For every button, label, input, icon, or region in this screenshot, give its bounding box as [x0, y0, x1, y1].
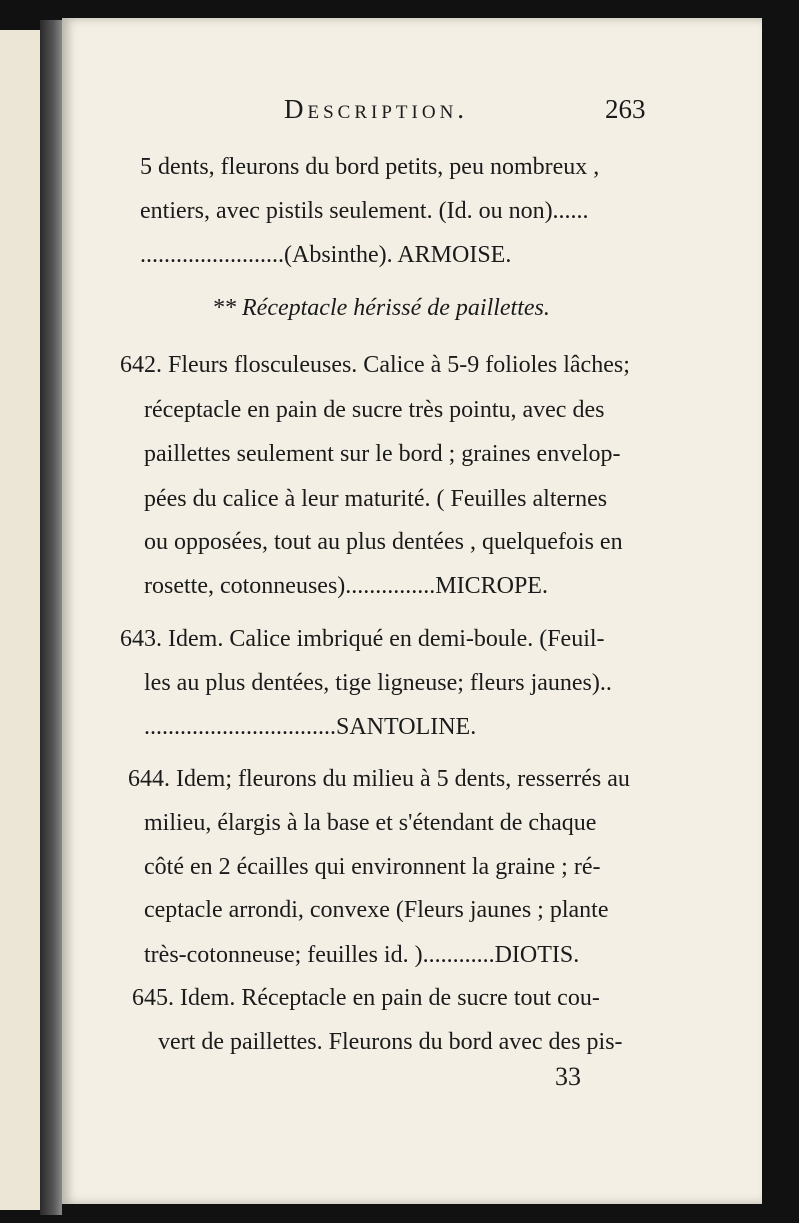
text-line: milieu, élargis à la base et s'étendant de chaque — [144, 810, 597, 836]
text-line: 645. Idem. Réceptacle en pain de sucre tout cou- — [132, 985, 600, 1011]
book-page — [62, 18, 762, 1204]
signature-mark: 33 — [555, 1062, 581, 1091]
text-line: côté en 2 écailles qui environnent la graine ; ré- — [144, 854, 601, 880]
text-line: ................................SANTOLINE. — [144, 714, 477, 740]
text-line: ou opposées, tout au plus dentées , quelquefois en — [144, 529, 623, 555]
text-line: ........................(Absinthe). ARMOISE. — [140, 242, 512, 268]
text-line: 643. Idem. Calice imbriqué en demi-boule. (Feuil- — [120, 626, 605, 652]
text-line: très-cotonneuse; feuilles id. )............DIOTIS. — [144, 942, 580, 968]
page-number: 263 — [605, 94, 646, 124]
text-line: entiers, avec pistils seulement. (Id. ou non)...... — [140, 198, 589, 224]
text-line: 644. Idem; fleurons du milieu à 5 dents, resserrés au — [128, 766, 630, 792]
text-line: ceptacle arrondi, convexe (Fleurs jaunes ; plante — [144, 897, 609, 923]
text-line: paillettes seulement sur le bord ; graines envelop- — [144, 441, 621, 467]
text-line: les au plus dentées, tige ligneuse; fleurs jaunes).. — [144, 670, 612, 696]
running-head: Description. — [284, 94, 469, 124]
text-line: réceptacle en pain de sucre très pointu, avec des — [144, 397, 605, 423]
text-line: rosette, cotonneuses)...............MICROPE. — [144, 573, 548, 599]
section-heading: ** Réceptacle hérissé de paillettes. — [212, 295, 550, 321]
text-line: 642. Fleurs flosculeuses. Calice à 5-9 folioles lâches; — [120, 352, 630, 378]
left-page-edge — [0, 30, 42, 1210]
text-line: pées du calice à leur maturité. ( Feuilles alternes — [144, 486, 608, 512]
text-line: 5 dents, fleurons du bord petits, peu nombreux , — [140, 154, 600, 180]
book-spine — [40, 20, 62, 1215]
text-line: vert de paillettes. Fleurons du bord avec des pis- — [158, 1029, 623, 1055]
